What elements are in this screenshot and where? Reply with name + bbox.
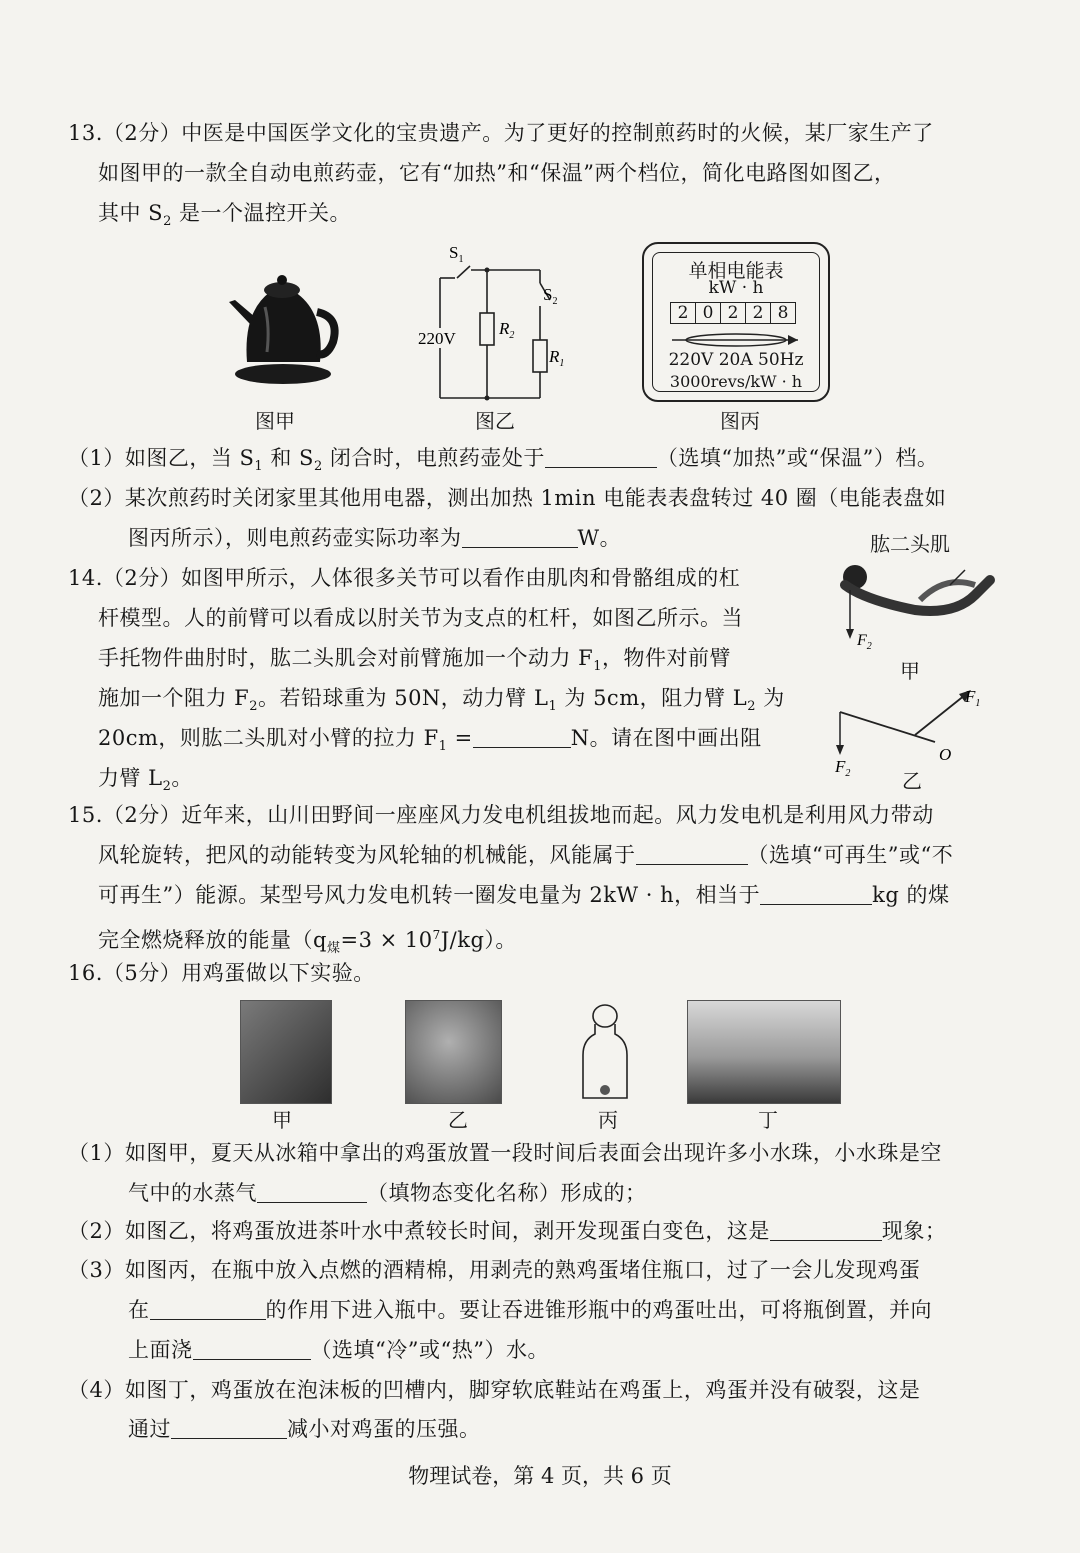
- q16-part-4-line-1: （4）如图丁，鸡蛋放在泡沫板的凹槽内，脚穿软底鞋站在鸡蛋上，鸡蛋并没有破裂，这是: [68, 1378, 921, 1402]
- caption-fig-yi-13: 图乙: [475, 409, 515, 433]
- q13-part-2-line-1: （2）某次煎药时关闭家里其他用电器，测出加热 1min 电能表表盘转过 40 圈（电能表盘如: [68, 486, 947, 510]
- arm-figure: [825, 555, 995, 655]
- meter-title: 单相电能表: [688, 260, 784, 282]
- q16-part-1-line-2: 气中的水蒸气 （填物态变化名称）形成的；: [128, 1181, 647, 1205]
- q14-line-2: 杆模型。人的前臂可以看成以肘关节为支点的杠杆，如图乙所示。当: [98, 606, 743, 630]
- flask-figure: [575, 1000, 635, 1105]
- caption-fig-jia-13: 图甲: [255, 409, 295, 433]
- kettle-image: [225, 262, 345, 387]
- q14-line-5: 20cm，则肱二头肌对小臂的拉力 $F_1 = N$。请在图中画出阻: [98, 726, 762, 755]
- caption-fig-bing-16: 丙: [598, 1108, 618, 1132]
- meter-digit: 2: [746, 303, 771, 323]
- meter-constant: 3000revs/kW · h: [669, 372, 803, 391]
- answer-blank[interactable]: [171, 1416, 287, 1439]
- meter-unit: kW · h: [708, 278, 764, 298]
- q13-line-3: 其中 $S_2$ 是一个温控开关。: [98, 201, 352, 230]
- answer-blank[interactable]: [473, 725, 571, 748]
- q15-line-1: 15.（2分）近年来，山川田野间一座座风力发电机组拔地而起。风力发电机是利用风力带动: [68, 803, 934, 827]
- energy-meter: [642, 242, 830, 402]
- meter-digit: 2: [671, 303, 696, 323]
- meter-digit: 0: [696, 303, 721, 323]
- meter-digit-red: 8: [777, 303, 789, 323]
- q14-line-1: 14.（2分）如图甲所示，人体很多关节可以看作由肌肉和骨骼组成的杠: [68, 566, 741, 590]
- q16-line-1: 16.（5分）用鸡蛋做以下实验。: [68, 961, 375, 985]
- q13-line-1: 13.（2分）中医是中国医学文化的宝贵遗产。为了更好的控制煎药时的火候，某厂家生产了: [68, 121, 934, 145]
- q15-line-3: 可再生”）能源。某型号风力发电机转一圈发电量为 2kW · h，相当于 kg 的煤: [98, 883, 950, 907]
- q16-part-4-line-2: 通过 减小对鸡蛋的压强。: [128, 1417, 481, 1441]
- q16-part-3-line-1: （3）如图丙，在瓶中放入点燃的酒精棉，用剥壳的熟鸡蛋堵住瓶口，过了一会儿发现鸡蛋: [68, 1258, 921, 1282]
- muscle-label: 肱二头肌: [870, 532, 950, 556]
- arm-f2-label: $F_2$: [857, 632, 872, 652]
- meter-digit: 2: [721, 303, 746, 323]
- answer-blank[interactable]: [462, 525, 578, 548]
- r1-label: $R_1$: [549, 347, 565, 369]
- lever-f1-label: $F_1$: [965, 687, 981, 709]
- q16-part-1-line-1: （1）如图甲，夏天从冰箱中拿出的鸡蛋放置一段时间后表面会出现许多小水珠，小水珠是空: [68, 1141, 942, 1165]
- answer-blank[interactable]: [150, 1297, 266, 1320]
- q14-line-4: 施加一个阻力 $F_2$。若铅球重为 50N，动力臂 $L_1$ 为 5cm，阻力臂 $L_2$ 为: [98, 686, 785, 715]
- caption-fig-yi-14: 乙: [902, 769, 922, 793]
- caption-fig-jia-16: 甲: [272, 1108, 292, 1132]
- meter-rating: 220V 20A 50Hz: [668, 350, 804, 370]
- caption-fig-ding-16: 丁: [758, 1108, 778, 1132]
- caption-fig-yi-16: 乙: [448, 1108, 468, 1132]
- caption-fig-bing-13: 图丙: [720, 409, 760, 433]
- r2-label: $R_2$: [499, 319, 515, 341]
- q16-part-2: （2）如图乙，将鸡蛋放进茶叶水中煮较长时间，剥开发现蛋白变色，这是 现象；: [68, 1219, 947, 1243]
- voltage-label: 220V: [418, 329, 456, 348]
- q14-line-6: 力臂 $L_2$。: [98, 766, 193, 795]
- q16-part-3-line-2: 在 的作用下进入瓶中。要让吞进锥形瓶中的鸡蛋吐出，可将瓶倒置，并向: [128, 1298, 932, 1322]
- fulcrum-o-label: O: [939, 745, 952, 764]
- q13-part-1: （1）如图乙，当 $S_1$ 和 $S_2$ 闭合时，电煎药壶处于 （选填“加热”或“保温”）档。: [68, 446, 939, 475]
- q14-line-3: 手托物件曲肘时，肱二头肌会对前臂施加一个动力 $F_1$，物件对前臂: [98, 646, 732, 675]
- meter-digits: [670, 302, 796, 324]
- photo-egg-dew: [240, 1000, 332, 1104]
- meter-disc-arrow: [668, 330, 804, 350]
- caption-fig-jia-14: 甲: [900, 659, 920, 683]
- q16-part-3-line-3: 上面浇 （选填“冷”或“热”）水。: [128, 1338, 549, 1362]
- q15-line-2: 风轮旋转，把风的动能转变为风轮轴的机械能，风能属于 （选填“可再生”或“不: [98, 843, 954, 867]
- page-footer: 物理试卷，第 4 页，共 6 页: [408, 1464, 672, 1488]
- lever-f2-label: $F_2$: [835, 757, 851, 779]
- s2-label: $S_2$: [543, 285, 558, 307]
- answer-blank[interactable]: [770, 1218, 882, 1241]
- answer-blank[interactable]: [760, 882, 872, 905]
- photo-standing-on-eggs: [687, 1000, 841, 1104]
- q13-line-2: 如图甲的一款全自动电煎药壶，它有“加热”和“保温”两个档位，简化电路图如图乙，: [98, 161, 896, 185]
- q13-part-2-line-2: 图丙所示），则电煎药壶实际功率为 W。: [128, 526, 622, 550]
- answer-blank[interactable]: [636, 842, 748, 865]
- answer-blank[interactable]: [545, 445, 657, 468]
- circuit-diagram: [415, 238, 575, 408]
- q15-line-4: 完全燃烧释放的能量$(q_煤=3 \times 10^7J/kg)$。: [98, 928, 517, 957]
- photo-tea-egg: [405, 1000, 502, 1104]
- answer-blank[interactable]: [257, 1180, 367, 1203]
- answer-blank[interactable]: [193, 1337, 311, 1360]
- s1-label: $S_1$: [449, 243, 464, 265]
